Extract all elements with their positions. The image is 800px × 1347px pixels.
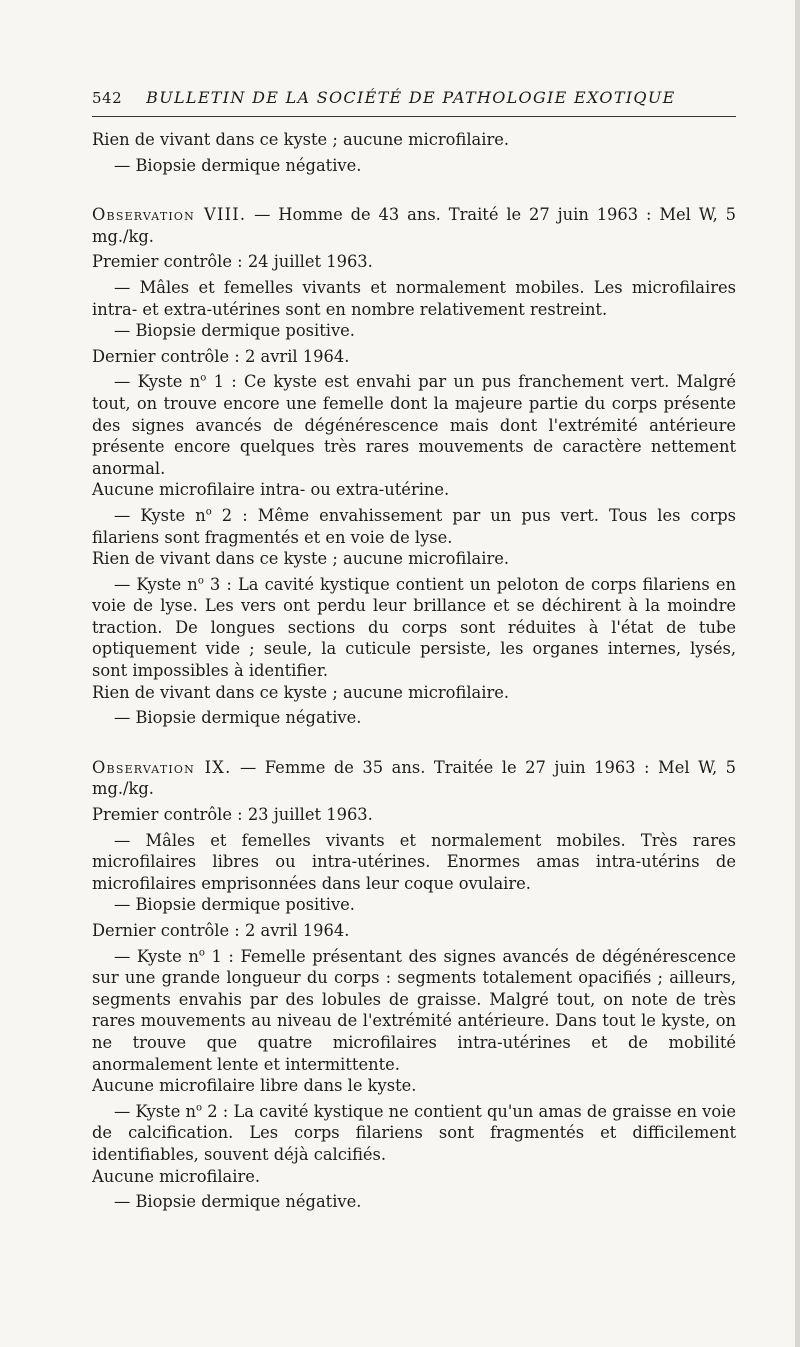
paragraph-text: 1 : Ce kyste est envahi par un pus franchement vert. Malgré tout, on trouve encore une femelle dont la majeure partie du corps présente des signes avancés de dégénérescence mais dont l'extrémité antérieure présente encore quelques très rares mouvements de caractère nettement anormal. — [92, 372, 736, 478]
observation-label: Observation VIII. — [92, 205, 247, 225]
paragraph-text: — Femme de 35 ans. Traitée le 27 juin 1963 : Mel W, 5 mg./kg. — [92, 757, 737, 799]
paragraph-text: — Biopsie dermique négative. — [114, 708, 362, 728]
paragraph — [92, 894, 736, 916]
paragraph-text: — Kyste n — [114, 574, 198, 594]
paragraph — [92, 320, 736, 342]
paragraph-text: Aucune microfilaire intra- ou extra-utérine. — [92, 480, 450, 500]
paragraph-text: — Mâles et femelles vivants et normalement mobiles. Les microfilaires intra- et extra-utérines sont en nombre relativement restreint. — [92, 277, 736, 319]
page-number: 542 — [92, 89, 123, 107]
journal-title: BULLETIN DE LA SOCIÉTÉ DE PATHOLOGIE EXOTIQUE — [146, 88, 676, 107]
paragraph-text: Premier contrôle : 24 juillet 1963. — [92, 252, 373, 272]
superscript-o: o — [205, 506, 212, 518]
paragraph-text: Rien de vivant dans ce kyste ; aucune microfilaire. — [92, 130, 510, 149]
superscript-o: o — [200, 372, 207, 384]
observation-heading-ix — [92, 757, 736, 800]
paragraph — [92, 707, 736, 729]
paragraph — [92, 277, 736, 320]
superscript-o: o — [197, 575, 204, 587]
superscript-o: o — [198, 947, 205, 959]
paragraph — [92, 548, 736, 570]
paragraph-text: 3 : La cavité kystique contient un peloton de corps filariens en voie de lyse. Les vers ont perdu leur brillance et se déchirent à la moindre traction. De longues sections du corps sont réduites à l'état de tube optiquement vide ; seule, la cuticule persiste, les organes internes, lysés, sont impossibles à identifier. — [92, 574, 736, 681]
paragraph-text: 2 : Même envahissement par un pus vert. Tous les corps filariens sont fragmentés et en voie de lyse. — [92, 505, 736, 547]
paragraph — [92, 346, 736, 368]
paragraph — [92, 1191, 736, 1213]
paragraph — [92, 155, 736, 177]
paragraph — [92, 1166, 736, 1188]
paragraph — [92, 505, 736, 548]
paragraph — [92, 920, 736, 942]
paragraph-text: 1 : Femelle présentant des signes avancés de dégénérescence sur une grande longueur du corps : segments totalement opacifiés ; ailleurs, segments envahis par des lobules de graisse. Malgré tout, on note de très rares mouvements au niveau de l'extrémité antérieure. Dans tout le kyste, on ne trouve que quatre microfilaires intra-utérines et de mobilité anormalement lente et intermittente. — [92, 946, 736, 1074]
paragraph-text: Dernier contrôle : 2 avril 1964. — [92, 346, 350, 366]
paragraph — [92, 682, 736, 704]
running-header — [92, 88, 736, 117]
paragraph-text: — Biopsie dermique négative. — [114, 155, 362, 175]
paragraph — [92, 129, 736, 151]
paragraph-text: Aucune microfilaire libre dans le kyste. — [92, 1076, 417, 1096]
paragraph-text: Dernier contrôle : 2 avril 1964. — [92, 921, 350, 940]
paragraph-text: — Kyste n — [114, 946, 199, 966]
paragraph-text: — Kyste n — [114, 1101, 196, 1121]
paragraph-text: — Mâles et femelles vivants et normalement mobiles. Très rares microfilaires libres ou intra-utérines. Enormes amas intra-utérins de microfilaires emprisonnées dans leur coque ovulaire. — [92, 830, 736, 893]
paragraph — [92, 1101, 736, 1166]
paragraph-text: Premier contrôle : 23 juillet 1963. — [92, 805, 373, 825]
observation-heading-viii — [92, 204, 736, 247]
paragraph-text: — Biopsie dermique positive. — [114, 895, 355, 915]
paragraph-text: Rien de vivant dans ce kyste ; aucune microfilaire. — [92, 549, 510, 569]
article-body — [92, 129, 736, 1213]
paragraph — [92, 830, 736, 895]
paragraph — [92, 804, 736, 826]
superscript-o: o — [196, 1102, 203, 1114]
paragraph-text: Rien de vivant dans ce kyste ; aucune microfilaire. — [92, 682, 510, 702]
paragraph — [92, 371, 736, 479]
paragraph-text: — Kyste n — [114, 505, 206, 525]
paragraph-text: — Kyste n — [114, 372, 201, 392]
paragraph — [92, 479, 736, 501]
paragraph-text: — Homme de 43 ans. Traité le 27 juin 1963 : Mel W, 5 mg./kg. — [92, 205, 736, 246]
paragraph — [92, 251, 736, 273]
paragraph-text: — Biopsie dermique positive. — [114, 321, 355, 341]
paragraph-text: — Biopsie dermique négative. — [114, 1192, 362, 1212]
book-spine-edge — [795, 0, 800, 1347]
paragraph-text: 2 : La cavité kystique ne contient qu'un amas de graisse en voie de calcification. Les corps filariens sont fragmentés et difficilement identifiables, souvent déjà calcifiés. — [92, 1101, 736, 1164]
observation-label: Observation IX. — [92, 757, 232, 777]
paragraph — [92, 1075, 736, 1097]
paragraph — [92, 946, 736, 1076]
paragraph — [92, 574, 736, 682]
paragraph-text: Aucune microfilaire. — [92, 1166, 261, 1186]
